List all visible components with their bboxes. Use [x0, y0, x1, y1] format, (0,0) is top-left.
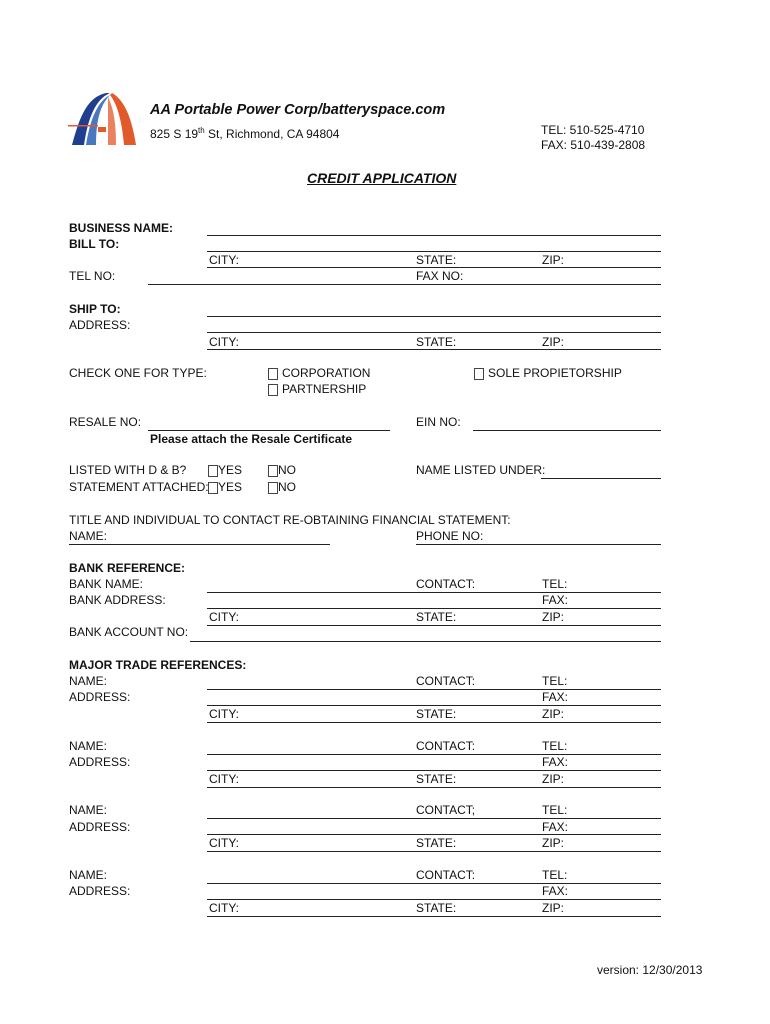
company-logo — [68, 91, 138, 145]
resale-note: Please attach the Resale Certificate — [150, 432, 353, 446]
bank-contact-label: CONTACT: — [416, 577, 476, 591]
fs-name-field[interactable] — [69, 544, 330, 545]
trade1-address-label: ADDRESS: — [69, 690, 131, 704]
bank-city-field[interactable] — [207, 625, 661, 626]
bill-to-field[interactable] — [207, 251, 661, 252]
bill-city-label: CITY: — [209, 253, 240, 267]
bill-state-label: STATE: — [416, 253, 457, 267]
listed-db-label: LISTED WITH D & B? — [69, 463, 187, 477]
corporation-label: CORPORATION — [282, 366, 371, 380]
bank-tel-label: TEL: — [542, 577, 568, 591]
resale-no-label: RESALE NO: — [69, 415, 142, 429]
trade4-state-label: STATE: — [416, 901, 457, 915]
trade2-fax-label: FAX: — [542, 755, 569, 769]
partnership-label: PARTNERSHIP — [282, 382, 367, 396]
title-individual-label: TITLE AND INDIVIDUAL TO CONTACT RE-OBTAINING FINANCIAL STATEMENT: — [69, 513, 511, 527]
company-tel: TEL: 510-525-4710 — [541, 123, 645, 137]
trade2-city-field[interactable] — [207, 787, 661, 788]
ein-no-label: EIN NO: — [416, 415, 461, 429]
trade4-tel-label: TEL: — [542, 868, 568, 882]
trade3-address-field[interactable] — [207, 834, 661, 835]
trade1-zip-label: ZIP: — [542, 707, 565, 721]
trade3-address-label: ADDRESS: — [69, 820, 131, 834]
version-label: version: 12/30/2013 — [597, 963, 703, 977]
trade2-city-label: CITY: — [209, 772, 240, 786]
bank-city-label: CITY: — [209, 610, 240, 624]
ship-state-label: STATE: — [416, 335, 457, 349]
bank-address-label: BANK ADDRESS: — [69, 593, 166, 607]
trade4-fax-label: FAX: — [542, 884, 569, 898]
trade3-fax-label: FAX: — [542, 820, 569, 834]
trade3-zip-label: ZIP: — [542, 836, 565, 850]
business-name-field[interactable] — [207, 235, 661, 236]
trade3-city-field[interactable] — [207, 851, 661, 852]
statement-no-checkbox[interactable] — [268, 482, 278, 494]
tel-fax-field[interactable] — [148, 284, 661, 285]
listed-no-checkbox[interactable] — [268, 465, 278, 477]
trade2-address-field[interactable] — [207, 770, 661, 771]
bank-name-field[interactable] — [207, 592, 661, 593]
trade2-tel-label: TEL: — [542, 739, 568, 753]
trade1-tel-label: TEL: — [542, 674, 568, 688]
partnership-checkbox[interactable] — [268, 384, 278, 396]
name-listed-under-label: NAME LISTED UNDER: — [416, 463, 546, 477]
trade1-name-field[interactable] — [207, 689, 661, 690]
ship-city-field[interactable] — [207, 349, 661, 350]
ship-address-label: ADDRESS: — [69, 318, 131, 332]
trade2-contact-label: CONTACT: — [416, 739, 476, 753]
trade2-name-label: NAME: — [69, 739, 108, 753]
ein-no-field[interactable] — [473, 430, 661, 431]
sole-prop-label: SOLE PROPIETORSHIP — [488, 366, 622, 380]
bill-zip-label: ZIP: — [542, 253, 565, 267]
trade3-name-field[interactable] — [207, 818, 661, 819]
trade2-state-label: STATE: — [416, 772, 457, 786]
trade1-contact-label: CONTACT: — [416, 674, 476, 688]
statement-yes-label: YES — [218, 480, 243, 494]
trade4-name-field[interactable] — [207, 883, 661, 884]
trade1-city-field[interactable] — [207, 722, 661, 723]
trade4-name-label: NAME: — [69, 868, 108, 882]
bank-account-field[interactable] — [190, 641, 661, 642]
fs-phone-field[interactable] — [416, 544, 661, 545]
fax-no-label: FAX NO: — [416, 269, 464, 283]
ship-address-field[interactable] — [207, 332, 661, 333]
trade2-zip-label: ZIP: — [542, 772, 565, 786]
page-title: CREDIT APPLICATION — [307, 170, 457, 186]
trade4-address-field[interactable] — [207, 899, 661, 900]
trade1-city-label: CITY: — [209, 707, 240, 721]
bill-to-label: BILL TO: — [69, 237, 120, 251]
fs-name-label: NAME: — [69, 529, 108, 543]
listed-yes-checkbox[interactable] — [208, 465, 218, 477]
listed-no-label: NO — [278, 463, 296, 477]
check-type-label: CHECK ONE FOR TYPE: — [69, 366, 207, 380]
statement-yes-checkbox[interactable] — [208, 482, 218, 494]
trade2-name-field[interactable] — [207, 754, 661, 755]
bank-zip-label: ZIP: — [542, 610, 565, 624]
trade4-city-field[interactable] — [207, 916, 661, 917]
company-fax: FAX: 510-439-2808 — [541, 138, 646, 152]
trade3-name-label: NAME: — [69, 803, 108, 817]
trade2-address-label: ADDRESS: — [69, 755, 131, 769]
listed-yes-label: YES — [218, 463, 243, 477]
bank-reference-heading: BANK REFERENCE: — [69, 561, 186, 575]
corporation-checkbox[interactable] — [268, 368, 278, 380]
trade4-city-label: CITY: — [209, 901, 240, 915]
bank-address-field[interactable] — [207, 608, 661, 609]
statement-no-label: NO — [278, 480, 296, 494]
ship-zip-label: ZIP: — [542, 335, 565, 349]
trade4-zip-label: ZIP: — [542, 901, 565, 915]
statement-attached-label: STATEMENT ATTACHED: — [69, 480, 209, 494]
trade3-contact-label: CONTACT; — [416, 803, 476, 817]
sole-prop-checkbox[interactable] — [474, 368, 484, 380]
fs-phone-label: PHONE NO: — [416, 529, 484, 543]
bank-state-label: STATE: — [416, 610, 457, 624]
resale-no-field[interactable] — [148, 430, 390, 431]
ship-to-field[interactable] — [207, 316, 661, 317]
company-address: 825 S 19th St, Richmond, CA 94804 — [150, 126, 340, 141]
bill-city-field[interactable] — [207, 267, 661, 268]
bank-account-label: BANK ACCOUNT NO: — [69, 625, 189, 639]
bank-name-label: BANK NAME: — [69, 577, 144, 591]
bank-fax-label: FAX: — [542, 593, 569, 607]
trade4-contact-label: CONTACT: — [416, 868, 476, 882]
trade1-name-label: NAME: — [69, 674, 108, 688]
trade3-city-label: CITY: — [209, 836, 240, 850]
ship-to-label: SHIP TO: — [69, 302, 121, 316]
ship-city-label: CITY: — [209, 335, 240, 349]
trade1-state-label: STATE: — [416, 707, 457, 721]
company-name: AA Portable Power Corp/batteryspace.com — [150, 102, 446, 118]
trade3-state-label: STATE: — [416, 836, 457, 850]
tel-no-label: TEL NO: — [69, 269, 116, 283]
trade4-address-label: ADDRESS: — [69, 884, 131, 898]
business-name-label: BUSINESS NAME: — [69, 221, 174, 235]
trade3-tel-label: TEL: — [542, 803, 568, 817]
trade1-fax-label: FAX: — [542, 690, 569, 704]
name-listed-under-field[interactable] — [541, 478, 661, 479]
trade1-address-field[interactable] — [207, 705, 661, 706]
trade-references-heading: MAJOR TRADE REFERENCES: — [69, 658, 247, 672]
